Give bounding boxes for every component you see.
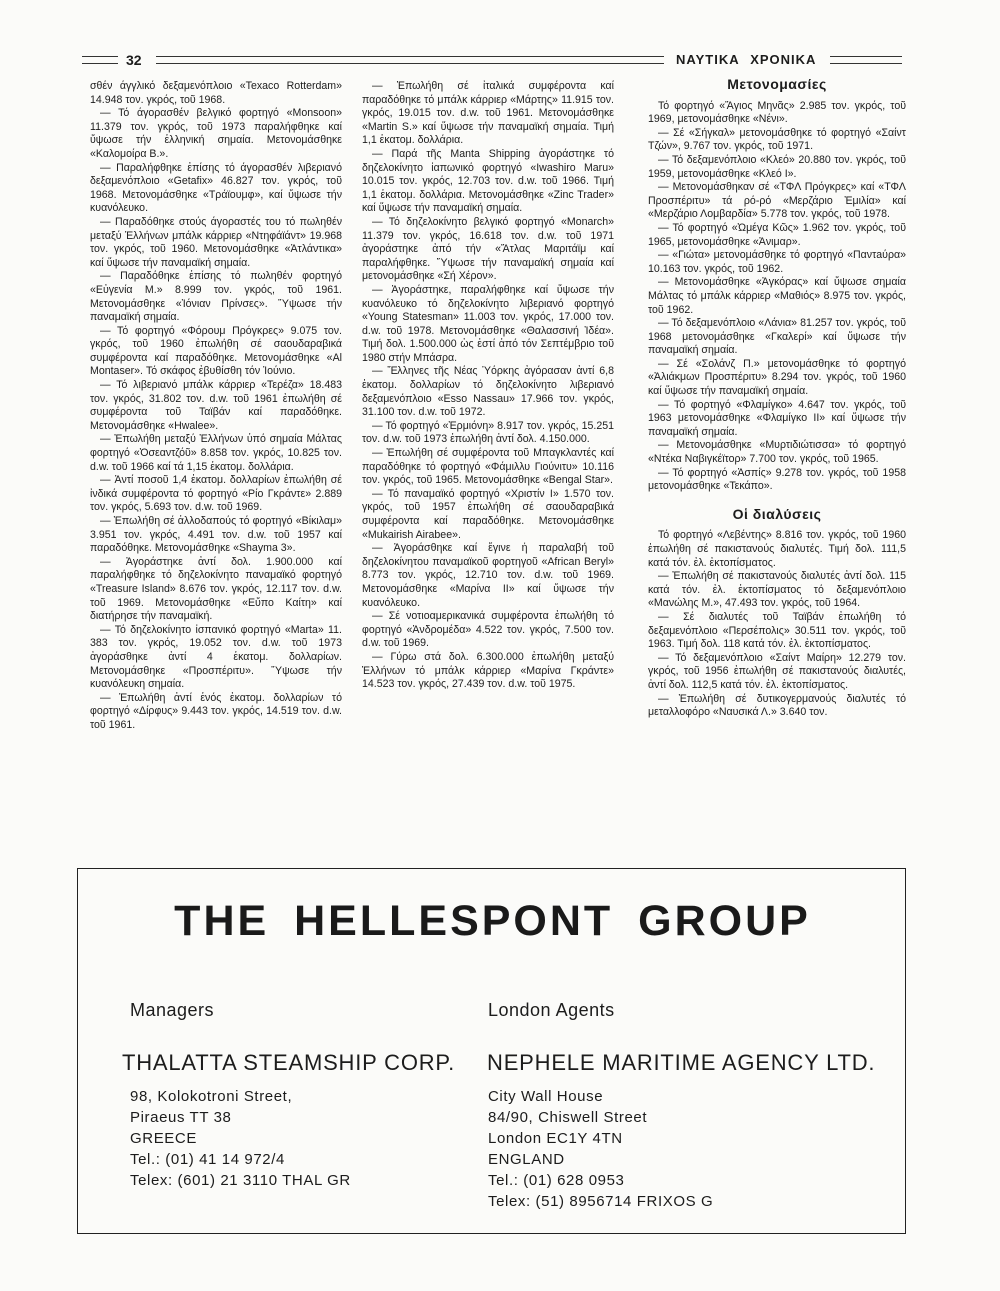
section-heading-renamings: Μετονομασίες [727, 76, 827, 92]
paragraph: — Τό δηζελοκίνητο ἰσπανικό φορτηγό «Marta» 11. 383 τον. γκρός, 19.052 τον. d.w. τοῦ 1973 ἀγοράσθηκε ἀντί 4 ἑκατομ. δολλαρίων. Μετονομάσθηκε «Προσπέριτυ». Ὕψωσε τήν κυανόλευκη σημαία. [90, 623, 342, 691]
section-heading-scrappings: Οἱ διαλύσεις [732, 505, 822, 522]
article-column-3 [648, 78, 906, 720]
advert-address-nephele [488, 1086, 713, 1212]
paragraph: — Παραδόθηκε ἐπίσης τό πωληθέν φορτηγό «Εὐγενία Μ.» 8.999 τον. γκρός, τοῦ 1961. Μετονομάσθηκε «Ἰόνιαν Πρίνσες». Ὕψωσε τήν παναμαϊκή σημαία. [90, 270, 342, 324]
address-line: Tel.: (01) 41 14 972/4 [130, 1151, 285, 1168]
paragraph: — Τό φορτηγό «Φόρουμ Πρόγκρες» 9.075 τον. γκρός, τοῦ 1960 ἐπωλήθη σέ σαουδαραβικά συμφέροντα καί παραδόθηκε. Μετονομάσθηκε «Al Montaser». Τό σκάφος ἐβυθίσθη τόν Ἰούνιο. [90, 324, 342, 378]
paragraph: — Ἐπωλήθη μεταξύ Ἑλλήνων ὑπό σημαία Μάλτας φορτηγό «Ὀσεαντζόῦ» 8.858 τον. γκρός, 10.825 τον. d.w. τοῦ 1966 καί τά 1,15 ἑκατομ. δολλάρια. [90, 433, 342, 473]
address-line: Telex: (601) 21 3110 THAL GR [130, 1172, 351, 1189]
paragraph: — Τό δηζελοκίνητο βελγικό φορτηγό «Monarch» 11.379 τον. γκρός, 16.618 τον. d.w. τοῦ 1971 ἀγοράστηκε ἀπό τήν «Ἄτλας Μαριτάϊμ καί παραλήφθηκε. Ὕψωσε τήν παναμαϊκή σημαία καί μετονομάσθηκε «Σή Χέρον». [362, 215, 614, 283]
paragraph: — Τό φορτηγό «Ἀσπίς» 9.278 τον. γκρός, τοῦ 1958 μετονομάσθηκε «Τεκάπο». [648, 466, 906, 493]
address-line: Tel.: (01) 628 0953 [488, 1172, 625, 1189]
paragraph: — Ἀγοράστηκε ἀντί δολ. 1.900.000 καί παραλήφθηκε τό δηζελοκίνητο παναμαϊκό φορτηγό «Treasure Island» 8.676 τον. γκρός, 12.117 τον. d.w. τοῦ 1969. Μετονομάσθηκε «Εὔπο Καίτη» καί διατήρησε τήν παναμαϊκή. [90, 555, 342, 623]
paragraph: — Μετονομάσθηκε «Μυρτιδιώτισσα» τό φορτηγό «Ντέκα Ναβιγκέϊτορ» 7.700 τον. γκρός, τοῦ 1965. [648, 439, 906, 466]
advert-role-london-agents: London Agents [488, 1000, 615, 1020]
advert-title: THE HELLESPONT GROUP [174, 897, 811, 945]
paragraph: — Τό λιβεριανό μπάλκ κάρριερ «Τερέζα» 18.483 τον. γκρός, 31.802 τον. d.w. τοῦ 1961 ἐπωλήθη σέ συμφέροντα τοῦ Ταϊβάν καί παραδόθηκε. Μετονομάσθηκε «Hwalee». [90, 379, 342, 432]
paragraph: — «Γιώτα» μετονομάσθηκε τό φορτηγό «Παντaύρα» 10.163 τον. γκρός, τοῦ 1962. [648, 249, 906, 275]
paragraph: — Τό φορτηγό «Ὠμέγα Κῶς» 1.962 τον. γκρός, τοῦ 1965, μετονομάσθηκε «Ἀνιμαρ». [648, 221, 906, 248]
paragraph: — Τό δεξαμενόπλοιο «Λάνια» 81.257 τον. γκρός, τοῦ 1968 μετονομάσθηκε «Γκαλερί» καί ὕψωσε τήν παναμαϊκή σημαία. [648, 317, 906, 357]
paragraph: — Ἐπωλήθη σέ δυτικογερμανούς διαλυτές τό μεταλλοφόρο «Ναυσικά Λ.» 3.640 τον. [648, 692, 906, 719]
address-line: Piraeus TT 38 [130, 1109, 232, 1126]
paragraph: — Σέ νοτιοαμερικανικά συμφέροντα ἐπωλήθη τό φορτηγό «Ἀνδρομέδα» 4.522 τον. γκρός, 7.500 τον. d.w. τοῦ 1969. [362, 610, 614, 650]
paragraph: σθέν άγγλικό δεξαμενόπλοιο «Texaco Rotterdam» 14.948 τον. γκρός, τοῦ 1968. [90, 80, 342, 106]
paragraph: — Τό δεξαμενόπλοιο «Κλεό» 20.880 τον. γκρός, τοῦ 1959, μετονομάσθηκε «Κλεό Ι». [648, 153, 906, 180]
address-line: City Wall House [488, 1088, 604, 1105]
paragraph: — Τό παναμαϊκό φορτηγό «Χριστίν Ι» 1.570 τον. γκρός, τοῦ 1957 ἐπωλήθη σέ σαουδαραβικά συμφέροντα καί παραδόθηκε. Μετονομάσθηκε «Mukairish Airabee». [362, 487, 614, 541]
paragraph: — Παραδόθηκε στούς άγοραστές του τό πωληθέν μεταξύ Ἑλλήνων μπάλκ κάρριερ «Ντηφάϊάντ» 19.968 τον. γκρός, τοῦ 1960. Μετονομάσθηκε «Ἀτλάντικα» καί ὕψωσε τήν παναμαϊκή σημαία. [90, 215, 342, 269]
paragraph: — Γύρω στά δολ. 6.300.000 ἐπωλήθη μεταξύ Ἑλλήνων τό μπάλκ κάρριερ «Μαρίνα Γκράντε» 14.523 τον. γκρός, 27.439 τον. d.w. τοῦ 1975. [362, 650, 614, 691]
paragraph: — Ἕλληνες τῆς Νέας Ὑόρκης ἀγόρασαν ἀντί 6,8 ἑκατομ. δολλαρίων τό δηζελοκίνητο λιβεριανό δεξαμενόπλοιο «Esso Nassau» 17.966 τον. γκρός, 31.100 τον. d.w. τοῦ 1972. [362, 365, 614, 419]
paragraph: — Ἐπωλήθη σέ συμφέροντα τοῦ Μπαγκλαντές καί παραδόθηκε τό φορτηγό «Φάμιλλυ Γιούνιτυ» 10.116 τον. γκρός, τοῦ 1965. Μετονομάσθηκε «Bengal Star». [362, 447, 614, 487]
paragraph: — Σέ «Σήγκαλ» μετονομάσθηκε τό φορτηγό «Σαίντ Τζών», 9.767 τον. γκρός, τοῦ 1971. [648, 126, 906, 153]
paragraph: — Τό φορτηγό «Φλαμίγκο» 4.647 τον. γκρός, τοῦ 1963 μετονομάσθηκε «Φλαμίγκο ΙΙ» καί ὕψωσε τήν παναμαϊκή σημαία. [648, 398, 906, 438]
paragraph: Τό φορτηγό «Ἅγιος Μηνᾶς» 2.985 τον. γκρός, τοῦ 1969, μετονομάσθηκε «Νένι». [648, 99, 906, 126]
paragraph: — Ἐπωλήθη σέ ἀλλοδαπούς τό φορτηγό «Βίκιλαμ» 3.951 τον. γκρός, 4.491 τον. d.w. τοῦ 1957 καί παραδόθηκε. Μετονομάσθηκε «Shayma 3». [90, 515, 342, 555]
paragraph: — Ἀγοράστηκε, παραλήφθηκε καί ὕψωσε τήν κυανόλευκο τό δηζελοκίνητο λιβεριανό φορτηγό «Young Statesman» 11.003 τον. γκρός, 17.000 τον. d.w. τοῦ 1978. Μετονομάσθηκε «Θαλασσινή Ἰδέα». Τιμή δολ. 1.500.000 ὡς ἐστί ἀπό τόν Σεπτέμβριο τοῦ 1980 στήν Μπάσρα. [362, 283, 614, 364]
advert-company-nephele: NEPHELE MARITIME AGENCY LTD. [487, 1050, 876, 1075]
advert-role-managers: Managers [130, 1000, 215, 1020]
hellespont-advertisement [77, 868, 906, 1234]
paragraph: — Ἐπωλήθη σέ ἰταλικά συμφέροντα καί παραδόθηκε τό μπάλκ κάρριερ «Μάρτης» 11.915 τον. γκρός, 19.015 τον. d.w. τοῦ 1961. Μετονομάσθηκε «Martin S.» καί ὕψωσε τήν παναμαϊκή σημαία. Τιμή 1,1 ἑκατομ. δολλάρια. [362, 80, 614, 147]
paragraph: — Τό άγορασθέν βελγικό φορτηγό «Monsoon» 11.379 τον. γκρός, τοῦ 1973 παραλήφθηκε καί ὕψωσε τήν ἑλληνική σημαία. Μετονομάσθηκε «Καλομοίρα Β.». [90, 107, 342, 160]
address-line: 98, Kolokotroni Street, [130, 1088, 293, 1105]
paragraph: Τό φορτηγό «Λεβέντης» 8.816 τον. γκρός, τοῦ 1960 ἐπωλήθη σέ πακιστανούς διαλυτές. Τιμή δολ. 111,5 κατά τόν. ἐλ. ἐκτοπίσματος. [648, 529, 906, 569]
paragraph: — Παρά τῆς Manta Shipping ἀγοράστηκε τό δηζελοκίνητο ἰαπωνικό φορτηγό «Iwashiro Maru» 10.015 τον. γκρός, 12.703 τον. d.w. τοῦ 1966. Τιμή 1,1 ἑκατομ. δολλάρια. Μετονομάσθηκε «Zinc Trader» καί ὕψωσε τήν παναμαϊκή σημαία. [362, 147, 614, 215]
address-line: London EC1Y 4TN [488, 1130, 623, 1147]
article-column-1 [90, 80, 342, 733]
paragraph: — Παραλήφθηκε ἐπίσης τό άγορασθέν λιβεριανό δεξαμενόπλοιο «Getafix» 46.827 τον. γκρός, τοῦ 1968. Μετονομάσθηκε «Τράϊουμφ», καί ὕψωσε τήν κυανόλευκο. [90, 161, 342, 215]
header-rule-middle [156, 56, 664, 64]
paragraph: — Μετονομάσθηκε «Ἀγκόρας» καί ὕψωσε σημαία Μάλτας τό μπάλκ κάρριερ «Μαθιός» 8.975 τον. γκρός, τοῦ 1962. [648, 276, 906, 316]
paragraph: — Σέ διαλυτές τοῦ Ταϊβάν ἐπωλήθη τό δεξαμενόπλοιο «Περσέπολις» 30.511 τον. γκρός, τοῦ 1963. Τιμή δολ. 118 κατά τόν. ἐλ. ἐκτοπίσματος. [648, 610, 906, 651]
paragraph: — Ἀντί ποσοῦ 1,4 ἑκατομ. δολλαρίων ἐπωλήθη σέ ἰνδικά συμφέροντα τό φορτηγό «Ρίο Γκράντε» 2.889 τον. γκρός, 5.693 τον. d.w. τοῦ 1969. [90, 474, 342, 514]
address-line: GREECE [130, 1130, 197, 1147]
article-column-2 [362, 80, 614, 692]
paragraph: — Τό δεξαμενόπλοιο «Σαίντ Μαίρη» 12.279 τον. γκρός, τοῦ 1956 ἐπωλήθη σέ πακιστανούς διαλυτές, ἀντί δολ. 112,5 κατά τόν. ἐλ. ἐκτοπίσματος. [648, 651, 906, 691]
paragraph: — Μετονομάσθηκαν σέ «ΤΦΛ Πρόγκρες» καί «ΤΦΛ Προσπέριτυ» τά ρό-ρό «Μερζάριο Ἐμιλία» καί «Μερζάριο Λομβαρδία» 5.778 τον. γκρός, τοῦ 1978. [648, 181, 906, 221]
address-line: Telex: (51) 8956714 FRIXOS G [488, 1193, 714, 1210]
advert-address-thalatta [130, 1086, 351, 1191]
address-line: 84/90, Chiswell Street [488, 1109, 648, 1126]
paragraph: — Ἐπωλήθη σέ πακιστανούς διαλυτές ἀντί δολ. 115 κατά τόν. ἐλ. ἐκτοπίσματος τό δεξαμενόπλοιο «Μανώλης Μ.», 47.493 τον. γκρός, τοῦ 1964. [648, 570, 906, 610]
paragraph: — Τό φορτηγό «Ἐρμιόνη» 8.917 τον. γκρός, 15.251 τον. d.w. τοῦ 1973 ἐπωλήθη ἀντί δολ. 4.150.000. [362, 419, 614, 446]
paragraph: — Ἐπωλήθη ἀντί ἑνός ἑκατομ. δολλαρίων τό φορτηγό «Δίρφυς» 9.443 τον. γκρός, 14.519 τον. d.w. τοῦ 1961. [90, 691, 342, 731]
header-rule-left [82, 56, 118, 64]
page-number: 32 [126, 52, 142, 68]
paragraph: — Σέ «Σολάνζ Π.» μετονομάσθηκε τό φορτηγό «Ἀλιάκμων Προσπέριτυ» 8.294 τον. γκρός, τοῦ 1960 καί ὕψωσε τήν παναμαϊκή σημαία. [648, 357, 906, 398]
header-rule-right [830, 56, 902, 64]
paragraph: — Ἀγοράσθηκε καί ἔγινε ἡ παραλαβή τοῦ δηζελοκίνητου παναμαϊκοῦ φορτηγοῦ «African Beryl» 8.773 τον. γκρός, 12.710 τον. d.w. τοῦ 1969. Μετονομάσθηκε «Μαρίνα ΙΙ» καί ὕψωσε τήν κυανόλευκο. [362, 542, 614, 609]
address-line: ENGLAND [488, 1151, 565, 1168]
publication-title: ΝΑΥΤΙΚΑ ΧΡΟΝΙΚΑ [676, 52, 817, 67]
advert-company-thalatta: THALATTA STEAMSHIP CORP. [122, 1050, 455, 1075]
